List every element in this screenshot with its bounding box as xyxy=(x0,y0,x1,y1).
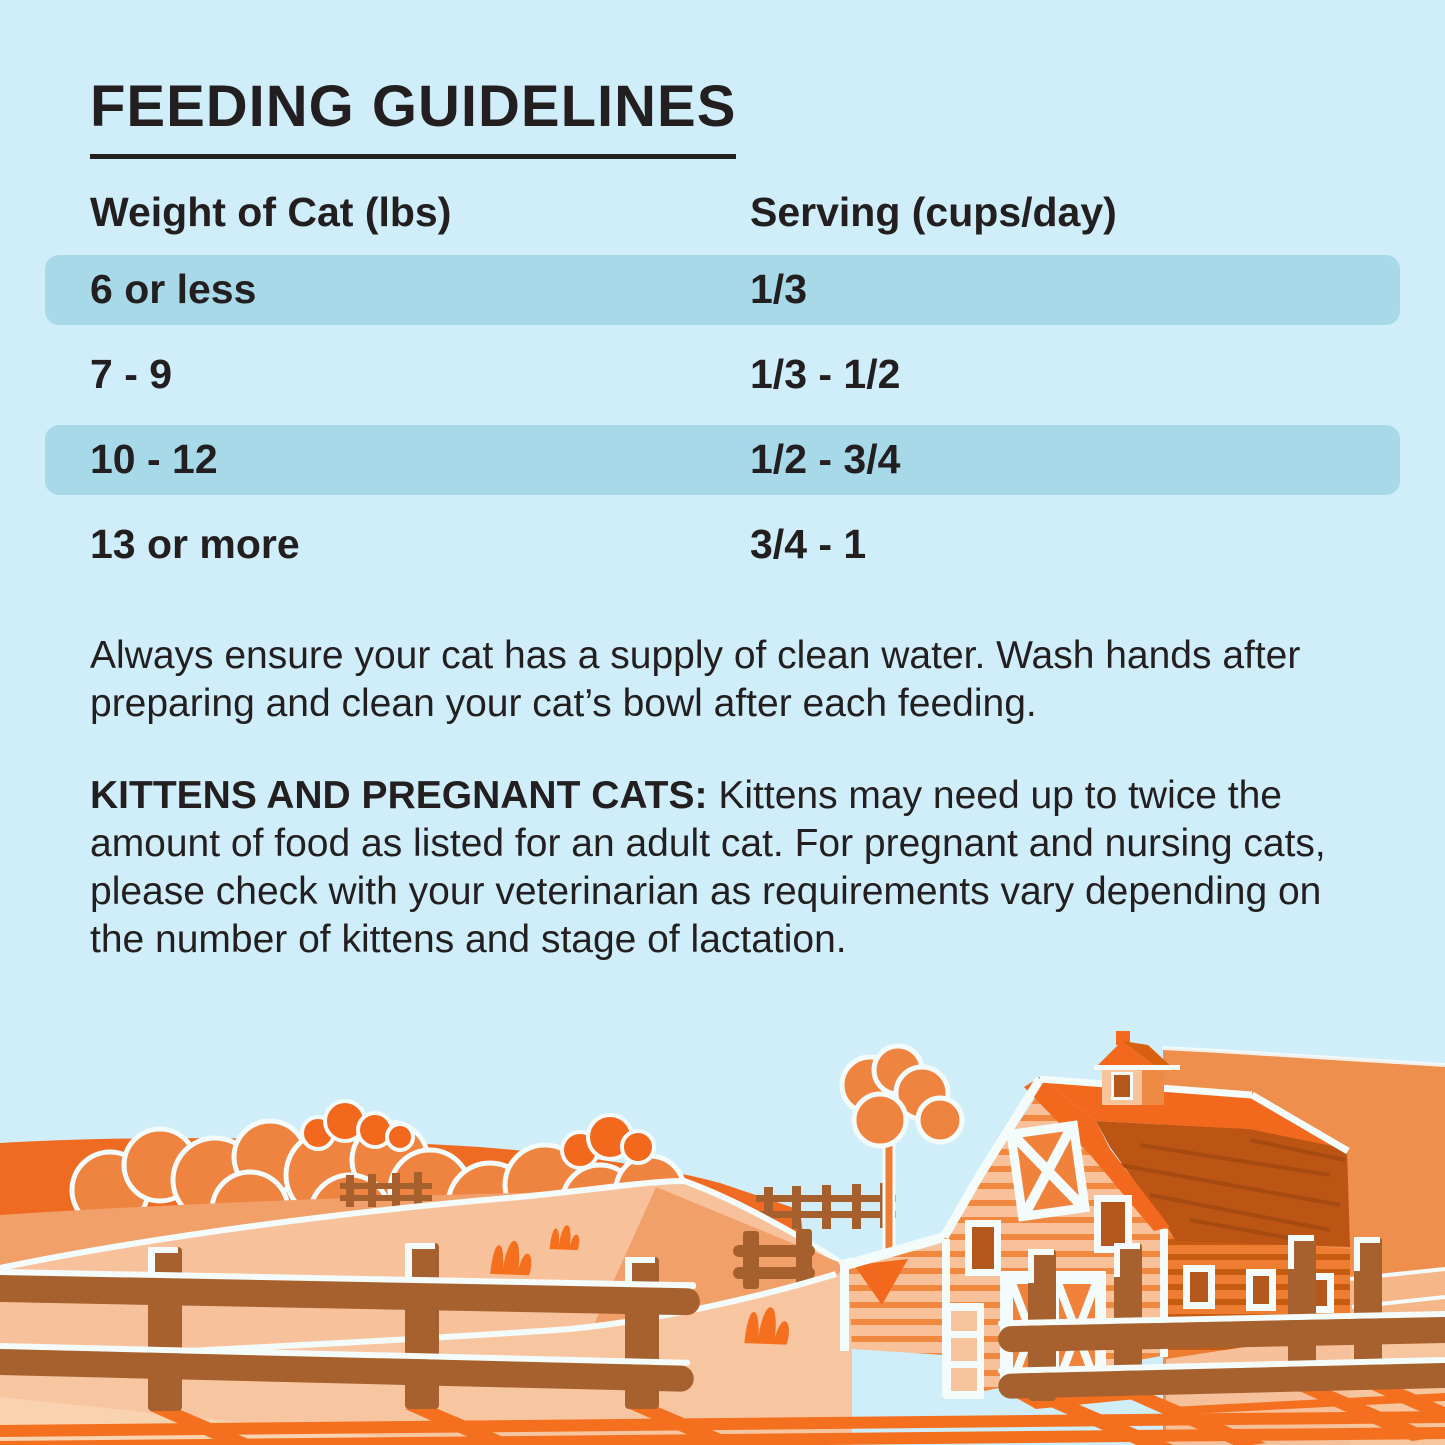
table-row xyxy=(45,425,1400,495)
serving-value: 1/3 - 1/2 xyxy=(750,351,901,398)
table-row xyxy=(45,340,1400,410)
serving-value: 3/4 - 1 xyxy=(750,521,867,568)
kittens-note-label: KITTENS AND PREGNANT CATS: xyxy=(90,773,708,817)
weight-value: 13 or more xyxy=(90,521,300,568)
weight-value: 10 - 12 xyxy=(90,436,218,483)
weight-value: 6 or less xyxy=(90,266,257,313)
weight-value: 7 - 9 xyxy=(90,351,173,398)
water-note: Always ensure your cat has a supply of clean water. Wash hands after preparing and clean your cat’s bowl after each feeding. xyxy=(90,633,1301,725)
kittens-note-text: Kittens may need up to twice the amount of food as listed for an adult cat. For pregnant and nursing cats, please check with your veterinarian as requirements vary depending on the number of kittens and stage of lactation. xyxy=(90,773,1326,961)
col-header-serving: Serving (cups/day) xyxy=(750,188,1117,235)
col-header-weight: Weight of Cat (lbs) xyxy=(90,188,452,235)
table-row xyxy=(45,510,1400,580)
serving-value: 1/3 xyxy=(750,266,807,313)
small-door xyxy=(944,1303,984,1399)
farm-scene xyxy=(0,1025,1445,1445)
serving-value: 1/2 - 3/4 xyxy=(750,436,901,483)
farm-illustration xyxy=(0,1025,1445,1445)
kittens-note xyxy=(90,772,1375,964)
page-title: FEEDING GUIDELINES xyxy=(90,76,736,159)
table-row xyxy=(45,255,1400,325)
hayloft-window xyxy=(1006,1120,1090,1221)
table-header-row xyxy=(90,189,1360,236)
